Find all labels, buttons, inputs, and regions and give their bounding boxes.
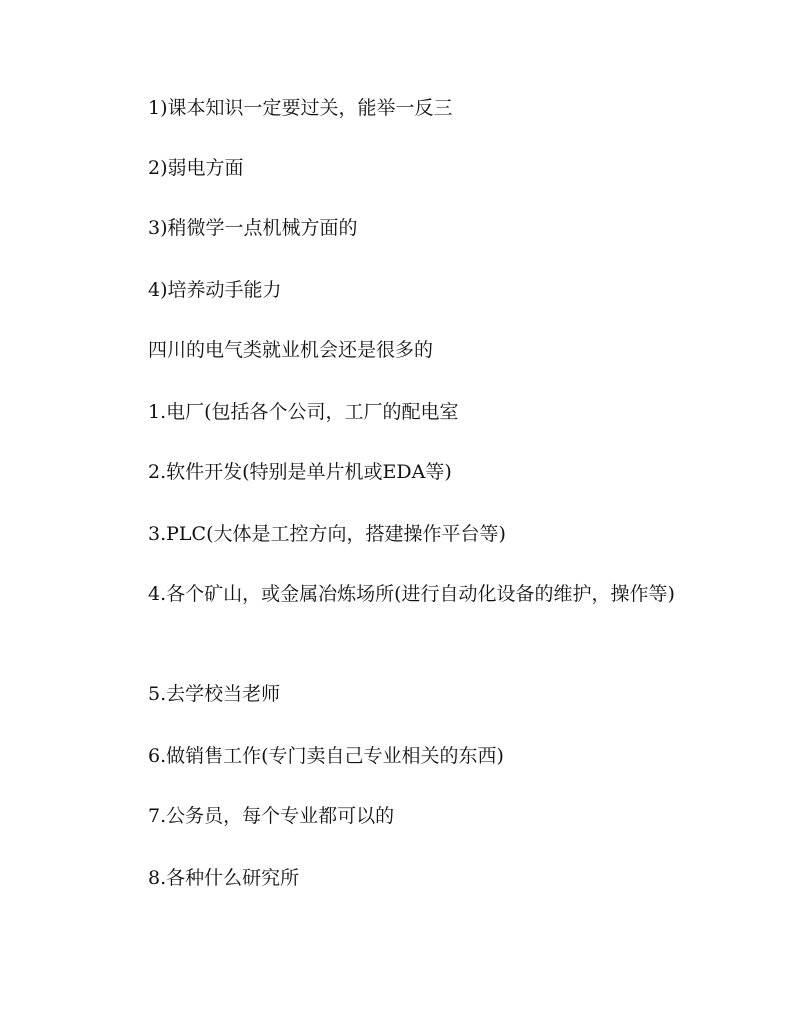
paragraph-5: 四川的电气类就业机会还是很多的 — [148, 339, 434, 361]
paragraph-10: 5.去学校当老师 — [148, 683, 281, 705]
paragraph-4: 4)培养动手能力 — [148, 279, 282, 301]
paragraph-8: 3.PLC(大体是工控方向，搭建操作平台等) — [148, 523, 506, 545]
paragraph-13: 8.各种什么研究所 — [148, 867, 300, 889]
paragraph-6: 1.电厂(包括各个公司，工厂的配电室 — [148, 401, 459, 423]
paragraph-1: 1)课本知识一定要过关，能举一反三 — [148, 97, 453, 119]
paragraph-7: 2.软件开发(特别是单片机或EDA等) — [148, 461, 452, 483]
paragraph-3: 3)稍微学一点机械方面的 — [148, 217, 358, 239]
paragraph-2: 2)弱电方面 — [148, 157, 244, 179]
paragraph-12: 7.公务员，每个专业都可以的 — [148, 805, 395, 827]
paragraph-11: 6.做销售工作(专门卖自己专业相关的东西) — [148, 745, 504, 767]
paragraph-9: 4.各个矿山，或金属冶炼场所(进行自动化设备的维护，操作等) — [148, 583, 675, 605]
